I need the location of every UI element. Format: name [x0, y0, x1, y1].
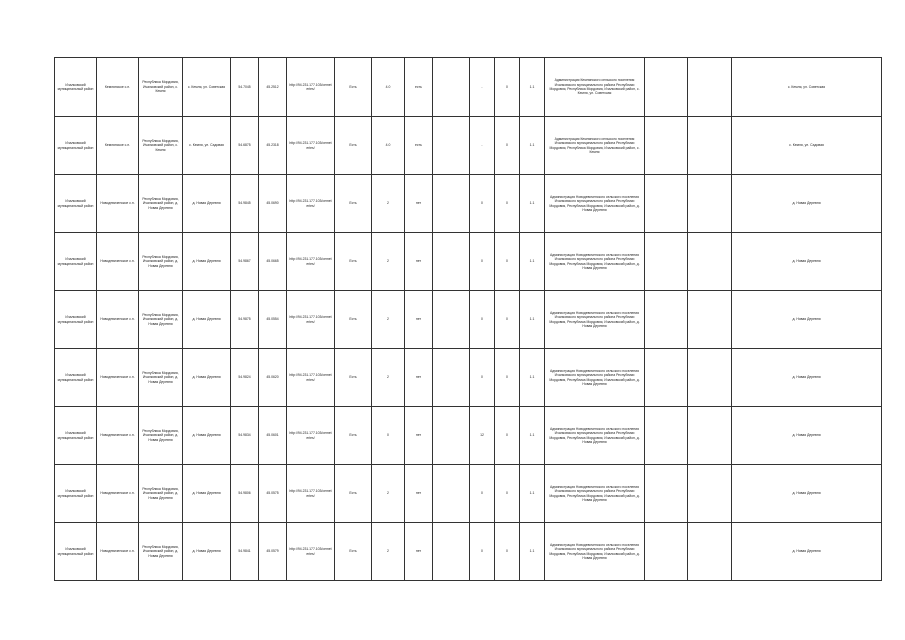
- category-cell: 1.1: [520, 349, 545, 407]
- area-cell: 0: [372, 407, 405, 465]
- category-cell: 1.1: [520, 233, 545, 291]
- longitude-cell: 45.0620: [259, 349, 287, 407]
- location-cell: Республика Мордовия, Ичалковский район, д. Новая Деревня: [139, 349, 183, 407]
- district-cell: Ичалковский муниципальный район: [55, 58, 97, 117]
- capacity-cell: 0: [495, 523, 520, 581]
- longitude-cell: 45.0690: [259, 175, 287, 233]
- area-cell: 2: [372, 233, 405, 291]
- longitude-cell: 45.2512: [259, 58, 287, 117]
- link-cell: http://94.231.177.103/cemeteries/: [287, 291, 335, 349]
- location-cell: Республика Мордовия, Ичалковский район, д. Новая Деревня: [139, 523, 183, 581]
- category-cell: 1.1: [520, 175, 545, 233]
- table-row: [55, 523, 882, 581]
- lighting-cell: [433, 58, 470, 117]
- description-cell: д. Новая Деревня: [732, 407, 882, 465]
- description-cell: д. Новая Деревня: [732, 233, 882, 291]
- cemetery-registry-table: [54, 57, 882, 581]
- lighting-cell: [433, 407, 470, 465]
- water-cell: нет: [405, 233, 433, 291]
- water-cell: нет: [405, 291, 433, 349]
- table-row: [55, 465, 882, 523]
- table-row: [55, 233, 882, 291]
- category-cell: 1.1: [520, 407, 545, 465]
- district-cell: Ичалковский муниципальный район: [55, 291, 97, 349]
- latitude-cell: 54.9845: [231, 175, 259, 233]
- lighting-cell: [433, 523, 470, 581]
- status-cell: [645, 233, 688, 291]
- settlement-cell: Новодевиченское с.п.: [97, 523, 139, 581]
- lighting-cell: [433, 175, 470, 233]
- area-cell: 2: [372, 291, 405, 349]
- fence-cell: Есть: [335, 523, 372, 581]
- fence-cell: Есть: [335, 58, 372, 117]
- table-row: [55, 407, 882, 465]
- address-cell: с. Кемля, ул. Советская: [183, 58, 231, 117]
- link-cell: http://94.231.177.103/cemeteries/: [287, 233, 335, 291]
- district-cell: Ичалковский муниципальный район: [55, 407, 97, 465]
- latitude-cell: 54.9806: [231, 465, 259, 523]
- settlement-cell: Новодевиченское с.п.: [97, 291, 139, 349]
- capacity-cell: 0: [495, 117, 520, 175]
- fence-cell: Есть: [335, 117, 372, 175]
- water-cell: нет: [405, 175, 433, 233]
- free-plots-cell: 0: [470, 349, 495, 407]
- description-cell: д. Новая Деревня: [732, 523, 882, 581]
- settlement-cell: Кемлянское с.п.: [97, 58, 139, 117]
- description-cell: с. Кемля, ул. Садовая: [732, 117, 882, 175]
- owner-cell: Администрация Кемлянского сельского поселения Ичалковского муниципального района Республики Мордовия, Республика Мордовия, Ичалковский район, с. Кемля, ул. Советская: [545, 58, 645, 117]
- longitude-cell: 45.0665: [259, 233, 287, 291]
- free-plots-cell: 0: [470, 175, 495, 233]
- lighting-cell: [433, 117, 470, 175]
- capacity-cell: 0: [495, 233, 520, 291]
- category-cell: 1.1: [520, 117, 545, 175]
- free-plots-cell: -: [470, 117, 495, 175]
- status-cell: [645, 349, 688, 407]
- link-cell: http://94.231.177.103/cemeteries/: [287, 349, 335, 407]
- status-cell: [645, 465, 688, 523]
- owner-cell: Администрация Новодевиченского сельского поселения Ичалковского муниципального района Республики Мордовия, Республика Мордовия, Ичалковский район, д. Новая Деревня: [545, 349, 645, 407]
- settlement-cell: Новодевиченское с.п.: [97, 175, 139, 233]
- owner-cell: Администрация Новодевиченского сельского поселения Ичалковского муниципального района Республики Мордовия, Республика Мордовия, Ичалковский район, д. Новая Деревня: [545, 465, 645, 523]
- owner-cell: Администрация Кемлянского сельского поселения Ичалковского муниципального района Республики Мордовия, Республика Мордовия, Ичалковский район, с. Кемля: [545, 117, 645, 175]
- owner-cell: Администрация Новодевиченского сельского поселения Ичалковского муниципального района Республики Мордовия, Республика Мордовия, Ичалковский район, д. Новая Деревня: [545, 291, 645, 349]
- fence-cell: Есть: [335, 349, 372, 407]
- fence-cell: Есть: [335, 175, 372, 233]
- latitude-cell: 54.6875: [231, 117, 259, 175]
- description-cell: д. Новая Деревня: [732, 465, 882, 523]
- fence-cell: Есть: [335, 407, 372, 465]
- location-cell: Республика Мордовия, Ичалковский район, с. Кемля: [139, 58, 183, 117]
- longitude-cell: 45.0601: [259, 407, 287, 465]
- status-cell: [645, 407, 688, 465]
- settlement-cell: Кемлянское с.п.: [97, 117, 139, 175]
- category-cell: 1.1: [520, 465, 545, 523]
- table-row: [55, 175, 882, 233]
- location-cell: Республика Мордовия, Ичалковский район, д. Новая Деревня: [139, 407, 183, 465]
- latitude-cell: 54.7045: [231, 58, 259, 117]
- category-cell: 1.1: [520, 58, 545, 117]
- district-cell: Ичалковский муниципальный район: [55, 117, 97, 175]
- note-cell: [688, 349, 732, 407]
- lighting-cell: [433, 233, 470, 291]
- settlement-cell: Новодевиченское с.п.: [97, 465, 139, 523]
- district-cell: Ичалковский муниципальный район: [55, 465, 97, 523]
- capacity-cell: 0: [495, 291, 520, 349]
- table-row: [55, 117, 882, 175]
- address-cell: д. Новая Деревня: [183, 291, 231, 349]
- description-cell: д. Новая Деревня: [732, 175, 882, 233]
- location-cell: Республика Мордовия, Ичалковский район, с. Кемля: [139, 117, 183, 175]
- link-cell: http://94.231.177.103/cemeteries/: [287, 407, 335, 465]
- status-cell: [645, 175, 688, 233]
- area-cell: 2: [372, 175, 405, 233]
- status-cell: [645, 58, 688, 117]
- district-cell: Ичалковский муниципальный район: [55, 349, 97, 407]
- status-cell: [645, 523, 688, 581]
- address-cell: д. Новая Деревня: [183, 349, 231, 407]
- owner-cell: Администрация Новодевиченского сельского поселения Ичалковского муниципального района Республики Мордовия, Республика Мордовия, Ичалковский район, д. Новая Деревня: [545, 233, 645, 291]
- water-cell: нет: [405, 465, 433, 523]
- free-plots-cell: -: [470, 58, 495, 117]
- owner-cell: Администрация Новодевиченского сельского поселения Ичалковского муниципального района Республики Мордовия, Республика Мордовия, Ичалковский район, д. Новая Деревня: [545, 523, 645, 581]
- area-cell: 2: [372, 465, 405, 523]
- address-cell: д. Новая Деревня: [183, 523, 231, 581]
- free-plots-cell: 0: [470, 291, 495, 349]
- table-row: [55, 58, 882, 117]
- fence-cell: Есть: [335, 291, 372, 349]
- note-cell: [688, 117, 732, 175]
- latitude-cell: 54.9834: [231, 407, 259, 465]
- owner-cell: Администрация Новодевиченского сельского поселения Ичалковского муниципального района Республики Мордовия, Республика Мордовия, Ичалковский район, д. Новая Деревня: [545, 175, 645, 233]
- longitude-cell: 45.0575: [259, 465, 287, 523]
- owner-cell: Администрация Новодевиченского сельского поселения Ичалковского муниципального района Республики Мордовия, Республика Мордовия, Ичалковский район, д. Новая Деревня: [545, 407, 645, 465]
- longitude-cell: 45.0554: [259, 291, 287, 349]
- table-row: [55, 349, 882, 407]
- water-cell: есть: [405, 58, 433, 117]
- link-cell: http://94.231.177.103/cemeteries/: [287, 175, 335, 233]
- capacity-cell: 0: [495, 58, 520, 117]
- description-cell: д. Новая Деревня: [732, 291, 882, 349]
- latitude-cell: 54.9867: [231, 233, 259, 291]
- note-cell: [688, 523, 732, 581]
- link-cell: http://94.231.177.103/cemeteries/: [287, 465, 335, 523]
- latitude-cell: 54.9875: [231, 291, 259, 349]
- water-cell: нет: [405, 349, 433, 407]
- note-cell: [688, 291, 732, 349]
- note-cell: [688, 465, 732, 523]
- area-cell: 4.0: [372, 117, 405, 175]
- location-cell: Республика Мордовия, Ичалковский район, д. Новая Деревня: [139, 291, 183, 349]
- water-cell: нет: [405, 407, 433, 465]
- address-cell: с. Кемля, ул. Садовая: [183, 117, 231, 175]
- category-cell: 1.1: [520, 291, 545, 349]
- lighting-cell: [433, 465, 470, 523]
- description-cell: с. Кемля, ул. Советская: [732, 58, 882, 117]
- free-plots-cell: 0: [470, 465, 495, 523]
- longitude-cell: 45.0579: [259, 523, 287, 581]
- address-cell: д. Новая Деревня: [183, 175, 231, 233]
- address-cell: д. Новая Деревня: [183, 465, 231, 523]
- address-cell: д. Новая Деревня: [183, 233, 231, 291]
- longitude-cell: 45.2318: [259, 117, 287, 175]
- location-cell: Республика Мордовия, Ичалковский район, д. Новая Деревня: [139, 465, 183, 523]
- spreadsheet-page: [54, 57, 881, 580]
- district-cell: Ичалковский муниципальный район: [55, 233, 97, 291]
- link-cell: http://94.231.177.103/cemeteries/: [287, 523, 335, 581]
- area-cell: 4.0: [372, 58, 405, 117]
- location-cell: Республика Мордовия, Ичалковский район, д. Новая Деревня: [139, 233, 183, 291]
- note-cell: [688, 233, 732, 291]
- capacity-cell: 0: [495, 349, 520, 407]
- lighting-cell: [433, 349, 470, 407]
- description-cell: д. Новая Деревня: [732, 349, 882, 407]
- note-cell: [688, 175, 732, 233]
- area-cell: 2: [372, 523, 405, 581]
- latitude-cell: 54.9824: [231, 349, 259, 407]
- free-plots-cell: 12: [470, 407, 495, 465]
- district-cell: Ичалковский муниципальный район: [55, 175, 97, 233]
- lighting-cell: [433, 291, 470, 349]
- note-cell: [688, 58, 732, 117]
- capacity-cell: 0: [495, 465, 520, 523]
- table-row: [55, 291, 882, 349]
- settlement-cell: Новодевиченское с.п.: [97, 407, 139, 465]
- link-cell: http://94.231.177.103/cemeteries/: [287, 58, 335, 117]
- capacity-cell: 0: [495, 407, 520, 465]
- address-cell: д. Новая Деревня: [183, 407, 231, 465]
- area-cell: 2: [372, 349, 405, 407]
- link-cell: http://94.231.177.103/cemeteries/: [287, 117, 335, 175]
- fence-cell: Есть: [335, 465, 372, 523]
- free-plots-cell: 0: [470, 233, 495, 291]
- category-cell: 1.1: [520, 523, 545, 581]
- water-cell: нет: [405, 523, 433, 581]
- settlement-cell: Новодевиченское с.п.: [97, 349, 139, 407]
- fence-cell: Есть: [335, 233, 372, 291]
- free-plots-cell: 0: [470, 523, 495, 581]
- latitude-cell: 54.9841: [231, 523, 259, 581]
- status-cell: [645, 291, 688, 349]
- status-cell: [645, 117, 688, 175]
- note-cell: [688, 407, 732, 465]
- location-cell: Республика Мордовия, Ичалковский район, д. Новая Деревня: [139, 175, 183, 233]
- settlement-cell: Новодевиченское с.п.: [97, 233, 139, 291]
- district-cell: Ичалковский муниципальный район: [55, 523, 97, 581]
- water-cell: есть: [405, 117, 433, 175]
- capacity-cell: 0: [495, 175, 520, 233]
